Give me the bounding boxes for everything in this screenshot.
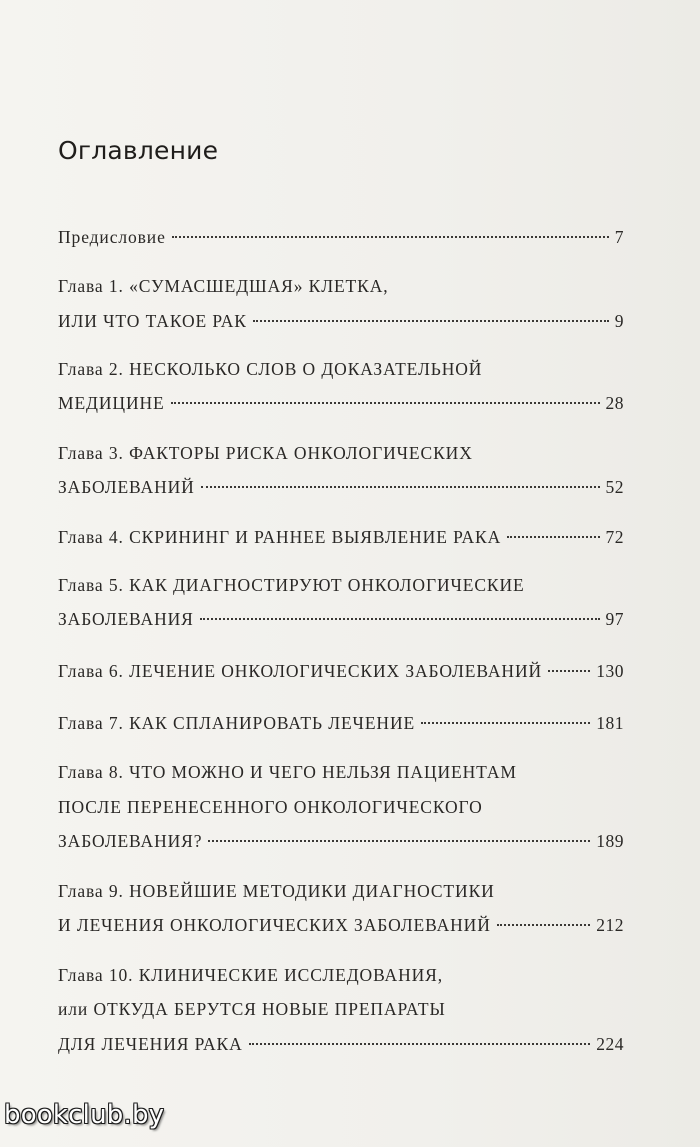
toc-page-number: 9 [614, 311, 624, 331]
toc-line [58, 438, 624, 468]
toc-entry-title: ЗАБОЛЕВАНИЯ [58, 609, 194, 629]
toc-line [58, 876, 624, 906]
dot-leader [253, 320, 609, 322]
toc-entry-title: Глава 10. КЛИНИЧЕСКИЕ ИССЛЕДОВАНИЯ, [58, 965, 444, 985]
toc-entry-title: ПОСЛЕ ПЕРЕНЕСЕННОГО ОНКОЛОГИЧЕСКОГО [58, 797, 483, 817]
dot-leader [507, 536, 599, 538]
dot-leader [421, 722, 590, 724]
toc-entry-title: ЗАБОЛЕВАНИЯ? [58, 831, 203, 851]
toc-entry-title: И ЛЕЧЕНИЯ ОНКОЛОГИЧЕСКИХ ЗАБОЛЕВАНИЙ [58, 915, 491, 935]
toc-entry-title: Глава 1. «СУМАСШЕДШАЯ» КЛЕТКА, [58, 276, 389, 296]
toc-page-number: 224 [596, 1034, 624, 1054]
toc-line [58, 1029, 624, 1059]
toc-entry-title: ЗАБОЛЕВАНИЙ [58, 477, 195, 497]
toc-entry-title: Глава 8. ЧТО МОЖНО И ЧЕГО НЕЛЬЗЯ ПАЦИЕНТАМ [58, 762, 517, 782]
toc-line [58, 354, 624, 384]
dot-leader [200, 618, 600, 620]
toc-heading: Оглавление [58, 136, 219, 165]
toc-line [58, 522, 624, 552]
toc-page-number: 97 [605, 609, 624, 629]
toc-line [58, 604, 624, 634]
toc-line [58, 222, 624, 252]
toc-page-number: 7 [614, 227, 624, 247]
toc-entry-title: или ОТКУДА БЕРУТСЯ НОВЫЕ ПРЕПАРАТЫ [58, 999, 446, 1019]
dot-leader [497, 924, 591, 926]
toc-line [58, 656, 624, 686]
toc-line [58, 570, 624, 600]
toc-page-number: 72 [605, 527, 624, 547]
dot-leader [172, 236, 609, 238]
dot-leader [208, 840, 590, 842]
toc-page-number: 28 [605, 393, 624, 413]
toc-entry-title: Глава 7. КАК СПЛАНИРОВАТЬ ЛЕЧЕНИЕ [58, 713, 416, 733]
toc-entry-title: МЕДИЦИНЕ [58, 393, 165, 413]
toc-page-number: 52 [605, 477, 624, 497]
toc-entry-title: Глава 5. КАК ДИАГНОСТИРУЮТ ОНКОЛОГИЧЕСКИЕ [58, 575, 525, 595]
toc-line [58, 708, 624, 738]
toc-page-number: 189 [596, 831, 624, 851]
dot-leader [548, 670, 590, 672]
toc-line [58, 994, 624, 1024]
dot-leader [201, 486, 600, 488]
toc-line [58, 306, 624, 336]
toc-entry-title: ИЛИ ЧТО ТАКОЕ РАК [58, 311, 247, 331]
toc-entry-title: Глава 4. СКРИНИНГ И РАННЕЕ ВЫЯВЛЕНИЕ РАКА [58, 527, 502, 547]
toc-line [58, 960, 624, 990]
toc-line [58, 388, 624, 418]
dot-leader [249, 1043, 591, 1045]
toc-page-number: 212 [596, 915, 624, 935]
toc-entry-title: Глава 2. НЕСКОЛЬКО СЛОВ О ДОКАЗАТЕЛЬНОЙ [58, 359, 483, 379]
dot-leader [171, 402, 600, 404]
toc-entry-title: Глава 3. ФАКТОРЫ РИСКА ОНКОЛОГИЧЕСКИХ [58, 443, 473, 463]
toc-line [58, 271, 624, 301]
toc-line [58, 757, 624, 787]
watermark-logo: bookclub.by [4, 1100, 165, 1130]
toc-entry-title: Предисловие [58, 227, 166, 247]
toc-entry-title: Глава 6. ЛЕЧЕНИЕ ОНКОЛОГИЧЕСКИХ ЗАБОЛЕВАНИЙ [58, 661, 543, 681]
toc-page-number: 181 [596, 713, 624, 733]
toc-line [58, 472, 624, 502]
toc-page-number: 130 [596, 661, 624, 681]
toc-line [58, 826, 624, 856]
toc-entry-title: Глава 9. НОВЕЙШИЕ МЕТОДИКИ ДИАГНОСТИКИ [58, 881, 495, 901]
toc-line [58, 792, 624, 822]
toc-entry-title: ДЛЯ ЛЕЧЕНИЯ РАКА [58, 1034, 243, 1054]
toc-line [58, 910, 624, 940]
